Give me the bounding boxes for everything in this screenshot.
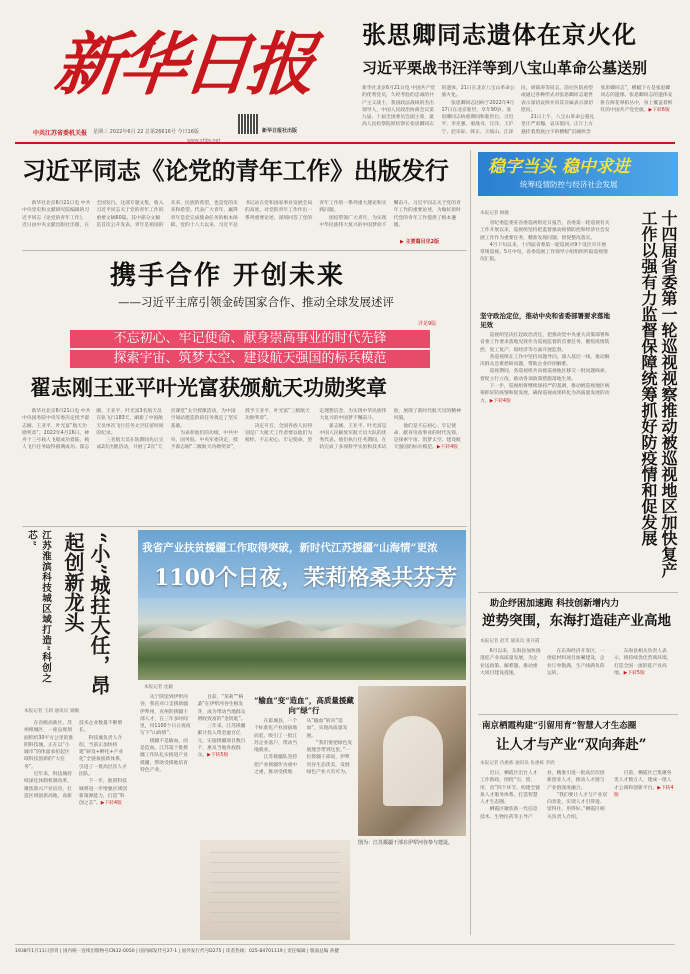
side-body: 在省级高新区、苏州相城区，一座总规划面积约30平方公里的淮阴科技城，正在以“小城市”的体量承担起区域科技创新的“大任务”。 近年来，科技城持续深化体制机制改革，聚焦新兴产业培育，打造区域创新高地，高新技术企业数量不断增长。 科技城负责人介绍，当前正加快构建“研发+孵化+产业化”全链条创新体系，引进了一批高层次人才团队。 下一步，淮阴科技城将进一步增强区域创新策源能力，打造“科创之芯”。▶下转4版 [24,721,127,807]
feature-subhead: “输血”变“造血”，高质量援藏向“绿”行 [254,696,354,715]
right-banner [478,152,678,196]
story2-headline: 携手合作 开创未来 [110,261,346,291]
banner-line-1: 不忘初心、牢记使命、献身崇高事业的时代先锋 [70,330,430,348]
masthead [15,10,335,140]
publisher-subtitle: 新华日报社出版 [262,128,298,134]
right2-headline: 逆势突围，东海打造硅产业高地 [482,613,671,629]
feature-caption: 图为：江苏援疆干部在伊犁河谷参与建设。 [358,840,454,846]
publisher-label: 中共江苏省委机关报 [33,130,88,137]
right2-body: 6月以来，东海县加快推进硅产业高质量发展，为企业送政策、解难题，推动重大项目建设提速。 在东海经济开发区，一批硅材料项目加紧建设，企业订单饱满，生产线满负荷运转。 东海县相关负责人表示，将持续优化营商环境，打造全国一流的硅产业高地。▶下转5版 [480,649,672,676]
feature-byline: 本报记者 沈颖 [144,685,174,690]
top-headline: 张思卿同志遗体在京火化 [362,20,637,49]
right3-body: 近日，栖霞区出台人才工作新政，围绕“引、留、用、育”四个环节，构建全链条人才服务体系，打造智慧人才生态圈。 栖霞区聚焦新一代信息技术、生物医药等主导产业，精准引进一批高层次创新创业人才，推动人才链与产业链深度融合。 “我们要让人才与产业双向奔赴，实现人才引得进、留得住、用得好。”栖霞区相关负责人介绍。 目前，栖霞区已集聚各类人才数万人，建成一批人才公寓和创新平台。▶下转4版 [480,771,674,820]
top-lead-text: 新华社北京6月21日电 中国共产党的优秀党员，久经考验的忠诚的共产主义战士，我国政法战线的杰出领导人，中国人民政治协商会议第九届、十届全国委员会副主席，最高人民检察院原检察长张思卿同志的遗体，21日在北京八宝山革命公墓火化。 张思卿同志因病于2022年4月17日在北京逝世，享年90岁。张思卿同志病重期间和逝世后，习近平、李克强、栗战书、汪洋、王沪宁、赵乐际、韩正、王岐山、江泽民、胡锦涛等同志，前往医院看望或通过各种形式对张思卿同志逝世表示深切哀悼并向其亲属表示深切慰问。 21日上午，八宝山革命公墓礼堂庄严肃穆，哀乐低回。正厅上方悬挂着黑底白字的横幅“沉痛悼念张思卿同志”，横幅下方是张思卿同志的遗像。张思卿同志的遗体安卧在鲜花翠柏丛中，身上覆盖着鲜红的中国共产党党旗。▶下转6版 [362,86,673,135]
right3-headline: 让人才与产业“双向奔赴” [496,737,647,753]
banner-subtitle: 统筹疫情防控与经济社会发展 [520,180,618,189]
lead-headline: 习近平同志《论党的青年工作》出版发行 [22,156,449,185]
story2-subhead: ——习近平主席引领金砖国家合作、推动全球发展述评 [118,295,394,309]
side-vertical-headline: “小”城拄大任，昂起创新龙头 [61,532,111,696]
story3-headline: 翟志刚王亚平叶光富获颁航天功勋奖章 [30,375,387,400]
right-subhead: 坚守政治定位，推动中央和省委部署要求落地见效 [480,312,610,329]
edition-info: 星期三 2022年6月 22 总第26616号 今日16版 [93,129,199,135]
masthead-title: 新华日报 [50,25,316,105]
lead-jump[interactable]: ▶ 主要篇目见2版 [400,239,440,245]
right3-kicker: 南京栖霞构建“引留用育”智慧人才生态圈 [482,721,637,731]
story3-banner [70,330,430,368]
feature-body-left: 从宁陕馆到伊犁河谷，我省对口支援新疆伊犁州、克州的援疆干部人才，在三年多时间里，用1100个日日夜夜写下“山海情”。 援疆不是输血，而是造血。江苏第十批援疆工作队扎实推进产业援疆，帮助受援地培育特色产业。 目前，“茉莉”“格桑”在伊犁河谷生根发芽，成为带动当地群众增收致富的“金钥匙”。 三年来，江苏援疆累计投入资金逾百亿元，实施援疆项目数百个，惠及当地各族群众。▶下转5版 [140,695,246,773]
right2-byline: 本报记者 赵芳 通讯员 张开霞 [480,639,540,644]
right-body-2: 巡视组坚决扛起政治责任，把推动党中央重大决策部署和省委工作要求落地见效作为巡视监督的首要任务，聚焦疫情防控、复工复产、稳经济等方面开展监督。 各巡视组在工作中坚持问题导向，深入基层一线，推动解决群众急难愁盼问题，帮助企业纾困解难。 巡视期间，各巡视组共向被巡视地区移交一批问题线索，督促立行立改，推动各项政策措施落地生效。 下一步，巡视组将继续保持严的基调，推动被巡视地区统筹抓好防疫情和促发展，确保巡视成果转化为高质量发展的动力。▶下转4版 [480,333,610,404]
feature-photo-2 [358,686,466,836]
right3-byline: 本报记者 仇惠栋 通讯员 仇惠栋 李欣 [480,761,555,766]
lead-body: 新华社北京6月21日电 中共中央党史和文献研究院编辑的习近平同志《论党的青年工作》，近日由中央文献出版社出版，在全国发行。这部专题文集，收入习近平同志关于党的青年工作的重要文稿60篇。其中部分文稿是首次公开发表。青年是祖国的未来、民族的希望，也是党的未来和希望。代表广大青年、赢得青年是党完成使命任务的根本保障。党的十八大以来，习近平总书记站在党和国家事业发展全局的高度，对党的青年工作作出一系列重要论述，深刻回答了党的青年工作的一系列重大理论和实践问题。 团结带领广大青年，为实现中华民族伟大复兴的中国梦而不懈奋斗。习近平同志关于党的青年工作的重要论述，为做好新时代党的青年工作提供了根本遵循。 [22,201,461,228]
feature-photo-3 [200,840,350,940]
qr-code [238,114,258,134]
story3-body: 新华社北京6月21日电 中共中央国务院中央军委决定授予翟志刚、王亚平、叶光富“航天功勋奖章”。2022年4月16日，神舟十三号载人飞船成功着陆，载人飞行任务取得圆满成功。翟志刚、王亚平、叶光富3名航天员在轨飞行183天，刷新了中国航天员单次飞行任务太空驻留时间的纪录。 三名航天员在轨期间先后完成2次出舱活动，开展了2次“天宫课堂”太空授课活动，为中国空间站建造阶段任务奠定了坚实基础。 为表彰他们的功绩，中共中央、国务院、中央军委决定，授予翟志刚“二级航天功勋奖章”，授予王亚平、叶光富“三级航天功勋奖章”。 决定号召，全国各族人民特别是广大航天工作者要以他们为榜样，不忘初心、牢记使命，坚定理想信念，为实现中华民族伟大复兴的中国梦不懈奋斗。 翟志刚、王亚平、叶光富是中国人民解放军航天员大队的优秀代表。他们执行任务期间，在轨完成了多项科学实验和技术试验，展现了新时代航天员的精神风貌。 他们是不忘初心、牢记使命、献身崇高事业的时代先锋，是探索宇宙、筑梦太空、建设航天强国的标兵模范。▶下转4版 [22,409,461,451]
right-vertical-headline: 十四届省委第一轮巡视视察推动被巡视地区加快复产工作以强有力监督保障统筹抓好防疫情和促发展 [639,210,678,578]
right2-kicker: 助企纾困加速跑 科技创新增内力 [490,599,620,609]
footer-info: 1938年1月11日创刊 | 国内统一连续出版物号CN32-0050 | 国内邮发代号27-1 | 国外发行代号D275 | 读者热线：025-84701119 | 责任编辑 | 版面总编 孙健 [15,949,340,954]
feature-headline: 1100个日夜，茉莉格桑共芬芳 [154,565,458,591]
right-body-1: 省纪委监委驻省委巡视组近日报告，省委第一轮巡视有关工作开展以来，巡视组坚持把监督推动疫情防控和经济社会发展工作作为重要任务，精准发现问题、督促整改落实。 4月下旬以来，十四届省委第一轮巡视对9个设区市开展常规巡视。5月中旬，省委巡视工作领导小组组织听取巡视情况汇报。 [480,221,610,263]
story2-jump[interactable]: 详见9版 [418,321,437,327]
feature-label: 我省产业扶贫援疆工作取得突破，新时代江苏援疆“山海情”更浓 [142,542,438,554]
side-vertical-title: 江苏淮滨科技城区域打造“科创之芯” [26,530,51,684]
feature-photo [138,598,466,680]
banner-title: 稳字当头 稳中求进 [488,157,630,177]
top-subhead: 习近平栗战书汪洋等到八宝山革命公墓送别 [362,59,648,77]
side-byline: 本报记者 王莉 通讯员 梁剛 [24,709,79,714]
feature-body-mid: 在霍城县，一个个标准化产业园拔地而起，吸引了一批江苏企业落户，带动当地就业。 江苏援疆队坚持把产业援疆作为重中之重，推动受援地从“输血”转向“造血”，实现高质量发展。 “我们要把绿色发展理念带到这里。”一位援疆干部说，伊犁河谷生态优美，发展绿色产业大有可为。 [254,719,353,776]
banner-line-2: 探索宇宙、筑梦太空、建设航天强国的标兵模范 [70,350,430,368]
right-byline: 本报记者 顾敏 [480,211,510,216]
